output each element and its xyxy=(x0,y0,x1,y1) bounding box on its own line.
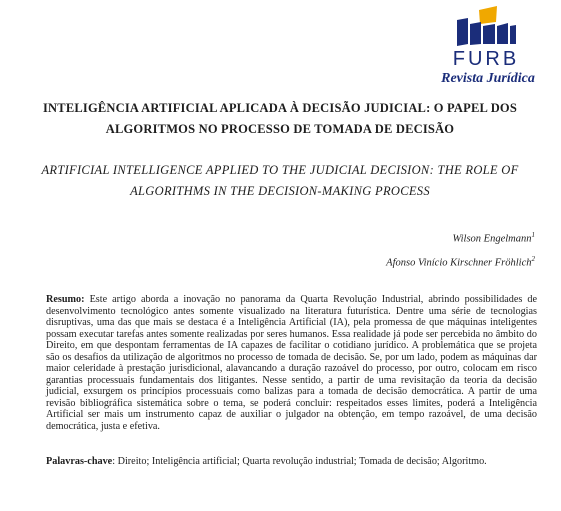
author-2 xyxy=(386,255,535,269)
author-footnote-mark[interactable]: 2 xyxy=(531,255,535,263)
title-english: ARTIFICIAL INTELLIGENCE APPLIED TO THE JUDICIAL DECISION: THE ROLE OF ALGORITHMS IN THE DECISION-MAKING PROCESS xyxy=(41,163,519,198)
keywords-text: : Direito; Inteligência artificial; Quarta revolução industrial; Tomada de decisão; Algoritmo. xyxy=(112,456,487,467)
logo-subtitle: Revista Jurídica xyxy=(441,71,535,86)
author-footnote-mark[interactable]: 1 xyxy=(531,231,535,239)
author-name: Wilson Engelmann xyxy=(452,233,532,245)
keywords-label: Palavras-chave xyxy=(46,456,113,467)
author-1 xyxy=(452,231,535,245)
author-name: Afonso Vinício Kirschner Fröhlich xyxy=(386,257,532,269)
title-portuguese: INTELIGÊNCIA ARTIFICIAL APLICADA À DECISÃO JUDICIAL: O PAPEL DOS ALGORITMOS NO PROCESSO DE TOMADA DE DECISÃO xyxy=(42,101,518,136)
abstract-text: Este artigo aborda a inovação no panorama da Quarta Revolução Industrial, abrindo possibilidades de desenvolvimento tecnológico antes somente visualizado na literatura futurística. Dentre uma série de tecnologias disruptivas, uma das que mais se destaca é a Inteligência Artificial (IA), pela promessa de que máquinas inteligentes possam executar tarefas antes somente realizadas por seres humanos. Essa realidade já pode ser percebida no âmbito do Direito, em que despontam ferramentas de IA capazes de facilitar o cotidiano jurídico. A problemática que se projeta são os desafios da utilização de algoritmos no processo de tomada de decisão. Se, por um lado, podem as máquinas dar maior celeridade à prestação jurisdicional, alavancando a duração razoável do processo, por outro, colocam em risco garantias processuais fundamentais dos litigantes. Nesse sentido, a partir de uma revisitação da teoria da decisão judicial, exsurgem os princípios processuais como balizas para a tomada de decisão democrática. A partir de uma revisão bibliográfica sistemática sobre o tema, se poderá concluir: respeitados esses limites, poderá a Inteligência Artificial ser mais um instrumento capaz de auxiliar o julgador na obtenção, em tempo razoável, de uma decisão democrática, justa e efetiva. xyxy=(46,294,538,432)
keywords xyxy=(46,456,537,468)
abstract-label: Resumo: xyxy=(46,294,85,305)
furb-emblem-icon xyxy=(455,6,517,48)
furb-logo xyxy=(425,6,543,88)
abstract xyxy=(46,294,537,432)
logo-name: FURB xyxy=(452,48,520,70)
